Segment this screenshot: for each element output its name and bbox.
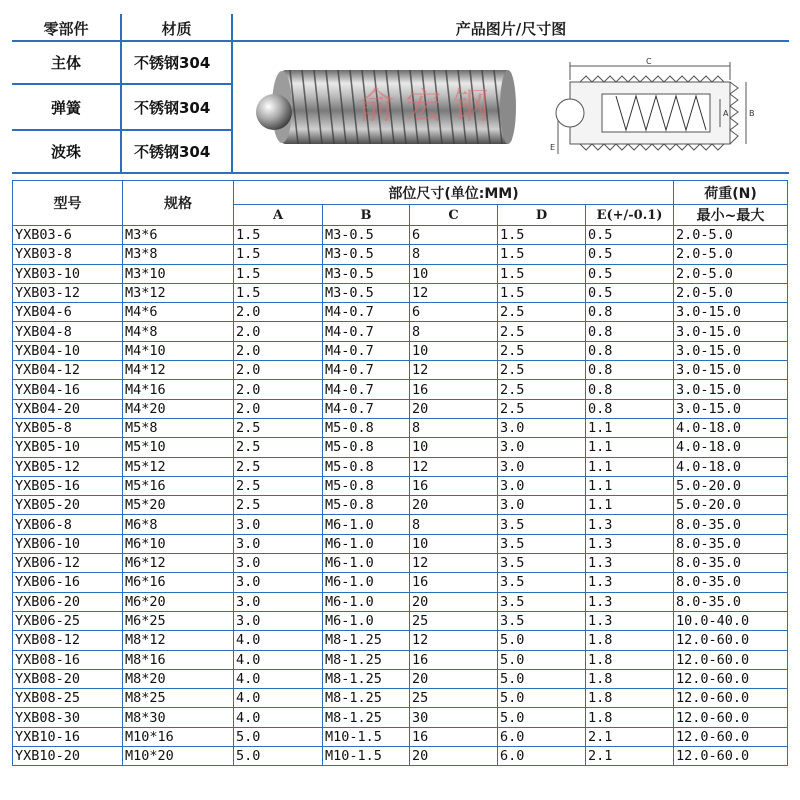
cell-b: M5-0.8 xyxy=(323,476,410,495)
cell-e: 0.8 xyxy=(586,341,674,360)
table-row xyxy=(13,554,788,573)
cell-spec: M4*8 xyxy=(123,322,234,341)
table-row xyxy=(13,322,788,341)
cell-d: 6.0 xyxy=(498,727,586,746)
cell-e: 1.3 xyxy=(586,611,674,630)
cell-d: 5.0 xyxy=(498,669,586,688)
cell-spec: M8*16 xyxy=(123,650,234,669)
part-material: 不锈钢304 xyxy=(134,54,211,72)
cell-c: 8 xyxy=(410,245,498,264)
cell-d: 3.0 xyxy=(498,496,586,515)
cell-a: 4.0 xyxy=(234,708,323,727)
cell-a: 2.0 xyxy=(234,303,323,322)
col-load-range: 最小~最大 xyxy=(674,205,788,226)
cell-model: YXB03-6 xyxy=(13,226,123,245)
cell-load: 4.0-18.0 xyxy=(674,438,788,457)
cell-b: M8-1.25 xyxy=(323,631,410,650)
table-row xyxy=(13,283,788,302)
cell-c: 12 xyxy=(410,554,498,573)
cell-b: M6-1.0 xyxy=(323,515,410,534)
cell-e: 0.8 xyxy=(586,322,674,341)
cell-model: YXB05-10 xyxy=(13,438,123,457)
cell-d: 1.5 xyxy=(498,264,586,283)
cell-spec: M6*8 xyxy=(123,515,234,534)
cell-a: 3.0 xyxy=(234,611,323,630)
cell-c: 10 xyxy=(410,438,498,457)
cell-e: 0.5 xyxy=(586,264,674,283)
table-row xyxy=(13,631,788,650)
cell-e: 1.1 xyxy=(586,496,674,515)
cell-a: 2.5 xyxy=(234,438,323,457)
cell-model: YXB10-20 xyxy=(13,747,123,766)
table-row xyxy=(13,361,788,380)
cell-spec: M6*20 xyxy=(123,592,234,611)
col-spec: 规格 xyxy=(123,181,234,226)
cell-c: 12 xyxy=(410,631,498,650)
cell-a: 2.0 xyxy=(234,399,323,418)
cell-e: 0.5 xyxy=(586,245,674,264)
cell-d: 5.0 xyxy=(498,708,586,727)
cell-a: 5.0 xyxy=(234,747,323,766)
cell-a: 2.0 xyxy=(234,380,323,399)
cell-b: M8-1.25 xyxy=(323,708,410,727)
cell-a: 3.0 xyxy=(234,592,323,611)
divider xyxy=(12,172,789,174)
cell-b: M8-1.25 xyxy=(323,689,410,708)
cell-model: YXB04-8 xyxy=(13,322,123,341)
cell-spec: M6*16 xyxy=(123,573,234,592)
cell-d: 3.5 xyxy=(498,573,586,592)
cell-b: M8-1.25 xyxy=(323,650,410,669)
cell-spec: M4*12 xyxy=(123,361,234,380)
cell-a: 4.0 xyxy=(234,631,323,650)
cell-a: 3.0 xyxy=(234,554,323,573)
cell-d: 3.0 xyxy=(498,476,586,495)
col-b: B xyxy=(323,205,410,226)
cell-b: M5-0.8 xyxy=(323,418,410,437)
cell-a: 1.5 xyxy=(234,245,323,264)
cell-b: M5-0.8 xyxy=(323,438,410,457)
cell-e: 2.1 xyxy=(586,747,674,766)
cell-d: 6.0 xyxy=(498,747,586,766)
cell-e: 1.8 xyxy=(586,689,674,708)
cell-load: 3.0-15.0 xyxy=(674,341,788,360)
table-row xyxy=(13,418,788,437)
col-e: E(+/-0.1) xyxy=(586,205,674,226)
cell-e: 1.8 xyxy=(586,708,674,727)
cell-b: M5-0.8 xyxy=(323,457,410,476)
cell-spec: M8*20 xyxy=(123,669,234,688)
cell-spec: M3*10 xyxy=(123,264,234,283)
cell-e: 0.8 xyxy=(586,303,674,322)
cell-e: 1.1 xyxy=(586,457,674,476)
cell-e: 1.1 xyxy=(586,418,674,437)
table-row xyxy=(13,727,788,746)
cell-d: 2.5 xyxy=(498,322,586,341)
cell-d: 3.5 xyxy=(498,554,586,573)
cell-model: YXB05-16 xyxy=(13,476,123,495)
cell-spec: M5*16 xyxy=(123,476,234,495)
cell-load: 12.0-60.0 xyxy=(674,708,788,727)
part-name: 主体 xyxy=(50,54,81,72)
cell-model: YXB08-25 xyxy=(13,689,123,708)
cell-c: 10 xyxy=(410,341,498,360)
cell-model: YXB08-16 xyxy=(13,650,123,669)
cell-b: M4-0.7 xyxy=(323,380,410,399)
header-material: 材质 xyxy=(161,19,192,38)
cell-model: YXB04-12 xyxy=(13,361,123,380)
part-name: 波珠 xyxy=(50,143,81,161)
cell-model: YXB06-8 xyxy=(13,515,123,534)
svg-text:俞 宏 钢: 俞 宏 钢 xyxy=(358,86,489,127)
table-row xyxy=(13,264,788,283)
cell-model: YXB04-10 xyxy=(13,341,123,360)
cell-e: 1.3 xyxy=(586,534,674,553)
cell-load: 2.0-5.0 xyxy=(674,283,788,302)
cell-spec: M5*12 xyxy=(123,457,234,476)
cell-c: 8 xyxy=(410,418,498,437)
cell-load: 3.0-15.0 xyxy=(674,399,788,418)
cell-a: 5.0 xyxy=(234,727,323,746)
cell-c: 16 xyxy=(410,650,498,669)
col-model: 型号 xyxy=(13,181,123,226)
cell-spec: M6*10 xyxy=(123,534,234,553)
cell-c: 20 xyxy=(410,747,498,766)
col-d: D xyxy=(498,205,586,226)
cell-model: YXB03-8 xyxy=(13,245,123,264)
cell-b: M4-0.7 xyxy=(323,303,410,322)
cell-c: 16 xyxy=(410,380,498,399)
cell-load: 12.0-60.0 xyxy=(674,689,788,708)
cell-e: 0.8 xyxy=(586,399,674,418)
header-picture: 产品图片/尺寸图 xyxy=(455,19,567,38)
product-photo xyxy=(238,48,538,166)
cell-a: 1.5 xyxy=(234,264,323,283)
cell-spec: M4*6 xyxy=(123,303,234,322)
cell-d: 1.5 xyxy=(498,245,586,264)
cell-b: M3-0.5 xyxy=(323,283,410,302)
cell-d: 3.5 xyxy=(498,611,586,630)
cell-a: 1.5 xyxy=(234,226,323,245)
table-row xyxy=(13,245,788,264)
cell-d: 3.5 xyxy=(498,534,586,553)
cell-c: 20 xyxy=(410,669,498,688)
cell-load: 8.0-35.0 xyxy=(674,573,788,592)
cell-d: 5.0 xyxy=(498,631,586,650)
cell-e: 1.3 xyxy=(586,515,674,534)
table-row xyxy=(13,669,788,688)
cell-spec: M5*10 xyxy=(123,438,234,457)
cell-d: 2.5 xyxy=(498,399,586,418)
cell-load: 5.0-20.0 xyxy=(674,476,788,495)
cell-a: 3.0 xyxy=(234,515,323,534)
cell-spec: M8*12 xyxy=(123,631,234,650)
cell-c: 16 xyxy=(410,573,498,592)
table-row xyxy=(13,496,788,515)
cell-load: 12.0-60.0 xyxy=(674,631,788,650)
cell-a: 2.5 xyxy=(234,418,323,437)
table-row xyxy=(13,611,788,630)
cell-e: 0.5 xyxy=(586,283,674,302)
cell-b: M6-1.0 xyxy=(323,611,410,630)
cell-e: 1.8 xyxy=(586,631,674,650)
label-a: A xyxy=(723,109,729,118)
cell-d: 3.0 xyxy=(498,418,586,437)
dimension-diagram xyxy=(540,54,780,162)
cell-load: 2.0-5.0 xyxy=(674,226,788,245)
cell-a: 1.5 xyxy=(234,283,323,302)
cell-a: 4.0 xyxy=(234,689,323,708)
cell-a: 3.0 xyxy=(234,573,323,592)
cell-spec: M3*12 xyxy=(123,283,234,302)
part-material: 不锈钢304 xyxy=(134,143,211,161)
cell-a: 4.0 xyxy=(234,669,323,688)
cell-spec: M5*8 xyxy=(123,418,234,437)
cell-e: 2.1 xyxy=(586,727,674,746)
cell-e: 1.3 xyxy=(586,573,674,592)
cell-b: M10-1.5 xyxy=(323,747,410,766)
cell-c: 12 xyxy=(410,457,498,476)
cell-e: 0.5 xyxy=(586,226,674,245)
cell-spec: M4*20 xyxy=(123,399,234,418)
cell-load: 8.0-35.0 xyxy=(674,554,788,573)
label-e: E xyxy=(550,143,556,152)
cell-model: YXB04-6 xyxy=(13,303,123,322)
cell-c: 6 xyxy=(410,226,498,245)
cell-c: 10 xyxy=(410,534,498,553)
cell-a: 2.0 xyxy=(234,322,323,341)
cell-e: 0.8 xyxy=(586,380,674,399)
label-b: B xyxy=(749,109,755,118)
cell-d: 3.5 xyxy=(498,515,586,534)
cell-load: 8.0-35.0 xyxy=(674,515,788,534)
cell-c: 8 xyxy=(410,515,498,534)
cell-load: 5.0-20.0 xyxy=(674,496,788,515)
cell-d: 2.5 xyxy=(498,380,586,399)
spec-table xyxy=(12,180,788,766)
cell-e: 1.8 xyxy=(586,669,674,688)
cell-d: 3.0 xyxy=(498,438,586,457)
cell-b: M5-0.8 xyxy=(323,496,410,515)
cell-a: 2.5 xyxy=(234,457,323,476)
table-row xyxy=(13,534,788,553)
cell-load: 3.0-15.0 xyxy=(674,380,788,399)
cell-b: M4-0.7 xyxy=(323,361,410,380)
cell-e: 1.1 xyxy=(586,438,674,457)
cell-a: 2.0 xyxy=(234,361,323,380)
cell-model: YXB05-12 xyxy=(13,457,123,476)
cell-spec: M10*16 xyxy=(123,727,234,746)
col-dimensions: 部位尺寸(单位:MM) xyxy=(234,181,674,205)
col-load: 荷重(N) xyxy=(674,181,788,205)
cell-spec: M4*16 xyxy=(123,380,234,399)
cell-spec: M3*8 xyxy=(123,245,234,264)
cell-b: M6-1.0 xyxy=(323,573,410,592)
table-row xyxy=(13,592,788,611)
cell-b: M3-0.5 xyxy=(323,245,410,264)
part-name: 弹簧 xyxy=(50,98,81,117)
cell-model: YXB06-16 xyxy=(13,573,123,592)
cell-load: 8.0-35.0 xyxy=(674,592,788,611)
cell-model: YXB06-10 xyxy=(13,534,123,553)
cell-spec: M6*25 xyxy=(123,611,234,630)
cell-spec: M4*10 xyxy=(123,341,234,360)
table-row xyxy=(13,708,788,727)
cell-c: 20 xyxy=(410,496,498,515)
cell-model: YXB04-20 xyxy=(13,399,123,418)
cell-d: 3.0 xyxy=(498,457,586,476)
cell-b: M6-1.0 xyxy=(323,554,410,573)
cell-c: 20 xyxy=(410,592,498,611)
cell-d: 2.5 xyxy=(498,341,586,360)
cell-load: 8.0-35.0 xyxy=(674,534,788,553)
table-row xyxy=(13,438,788,457)
cell-load: 3.0-15.0 xyxy=(674,322,788,341)
cell-c: 10 xyxy=(410,264,498,283)
cell-load: 12.0-60.0 xyxy=(674,669,788,688)
cell-d: 2.5 xyxy=(498,303,586,322)
cell-model: YXB05-8 xyxy=(13,418,123,437)
cell-c: 25 xyxy=(410,611,498,630)
cell-d: 5.0 xyxy=(498,650,586,669)
cell-e: 1.8 xyxy=(586,650,674,669)
label-c: C xyxy=(646,57,652,66)
cell-c: 16 xyxy=(410,727,498,746)
table-row xyxy=(13,689,788,708)
cell-c: 25 xyxy=(410,689,498,708)
cell-d: 3.5 xyxy=(498,592,586,611)
cell-model: YXB08-20 xyxy=(13,669,123,688)
cell-load: 3.0-15.0 xyxy=(674,303,788,322)
cell-c: 16 xyxy=(410,476,498,495)
spec-table-body xyxy=(13,226,788,766)
cell-b: M6-1.0 xyxy=(323,534,410,553)
cell-b: M3-0.5 xyxy=(323,226,410,245)
header-part: 零部件 xyxy=(43,19,89,38)
table-row xyxy=(13,399,788,418)
cell-d: 1.5 xyxy=(498,226,586,245)
cell-load: 4.0-18.0 xyxy=(674,457,788,476)
table-row xyxy=(13,380,788,399)
col-c: C xyxy=(410,205,498,226)
cell-d: 5.0 xyxy=(498,689,586,708)
cell-a: 2.5 xyxy=(234,476,323,495)
cell-a: 3.0 xyxy=(234,534,323,553)
cell-e: 0.8 xyxy=(586,361,674,380)
cell-spec: M10*20 xyxy=(123,747,234,766)
cell-spec: M3*6 xyxy=(123,226,234,245)
cell-spec: M8*30 xyxy=(123,708,234,727)
cell-model: YXB06-12 xyxy=(13,554,123,573)
table-row xyxy=(13,573,788,592)
cell-load: 3.0-15.0 xyxy=(674,361,788,380)
table-row xyxy=(13,747,788,766)
cell-spec: M8*25 xyxy=(123,689,234,708)
table-row xyxy=(13,515,788,534)
cell-e: 1.1 xyxy=(586,476,674,495)
cell-model: YXB10-16 xyxy=(13,727,123,746)
cell-d: 2.5 xyxy=(498,361,586,380)
cell-c: 12 xyxy=(410,361,498,380)
cell-a: 2.5 xyxy=(234,496,323,515)
cell-load: 2.0-5.0 xyxy=(674,264,788,283)
cell-b: M10-1.5 xyxy=(323,727,410,746)
cell-load: 12.0-60.0 xyxy=(674,727,788,746)
table-row xyxy=(13,476,788,495)
cell-load: 12.0-60.0 xyxy=(674,650,788,669)
cell-c: 6 xyxy=(410,303,498,322)
cell-c: 12 xyxy=(410,283,498,302)
cell-c: 8 xyxy=(410,322,498,341)
cell-load: 2.0-5.0 xyxy=(674,245,788,264)
cell-b: M4-0.7 xyxy=(323,322,410,341)
cell-model: YXB04-16 xyxy=(13,380,123,399)
table-row xyxy=(13,226,788,245)
cell-b: M4-0.7 xyxy=(323,341,410,360)
cell-b: M3-0.5 xyxy=(323,264,410,283)
part-material: 不锈钢304 xyxy=(134,98,211,117)
table-row xyxy=(13,341,788,360)
cell-b: M6-1.0 xyxy=(323,592,410,611)
cell-model: YXB08-30 xyxy=(13,708,123,727)
cell-load: 10.0-40.0 xyxy=(674,611,788,630)
cell-c: 30 xyxy=(410,708,498,727)
table-row xyxy=(13,457,788,476)
cell-spec: M6*12 xyxy=(123,554,234,573)
cell-model: YXB03-10 xyxy=(13,264,123,283)
cell-a: 2.0 xyxy=(234,341,323,360)
cell-e: 1.3 xyxy=(586,554,674,573)
table-row xyxy=(13,303,788,322)
cell-a: 4.0 xyxy=(234,650,323,669)
cell-model: YXB08-12 xyxy=(13,631,123,650)
cell-model: YXB06-25 xyxy=(13,611,123,630)
cell-spec: M5*20 xyxy=(123,496,234,515)
cell-b: M4-0.7 xyxy=(323,399,410,418)
cell-e: 1.3 xyxy=(586,592,674,611)
table-row xyxy=(13,650,788,669)
cell-load: 4.0-18.0 xyxy=(674,418,788,437)
cell-model: YXB03-12 xyxy=(13,283,123,302)
cell-d: 1.5 xyxy=(498,283,586,302)
cell-model: YXB06-20 xyxy=(13,592,123,611)
cell-model: YXB05-20 xyxy=(13,496,123,515)
materials-section xyxy=(12,14,789,174)
cell-load: 12.0-60.0 xyxy=(674,747,788,766)
cell-b: M8-1.25 xyxy=(323,669,410,688)
cell-c: 20 xyxy=(410,399,498,418)
col-a: A xyxy=(234,205,323,226)
